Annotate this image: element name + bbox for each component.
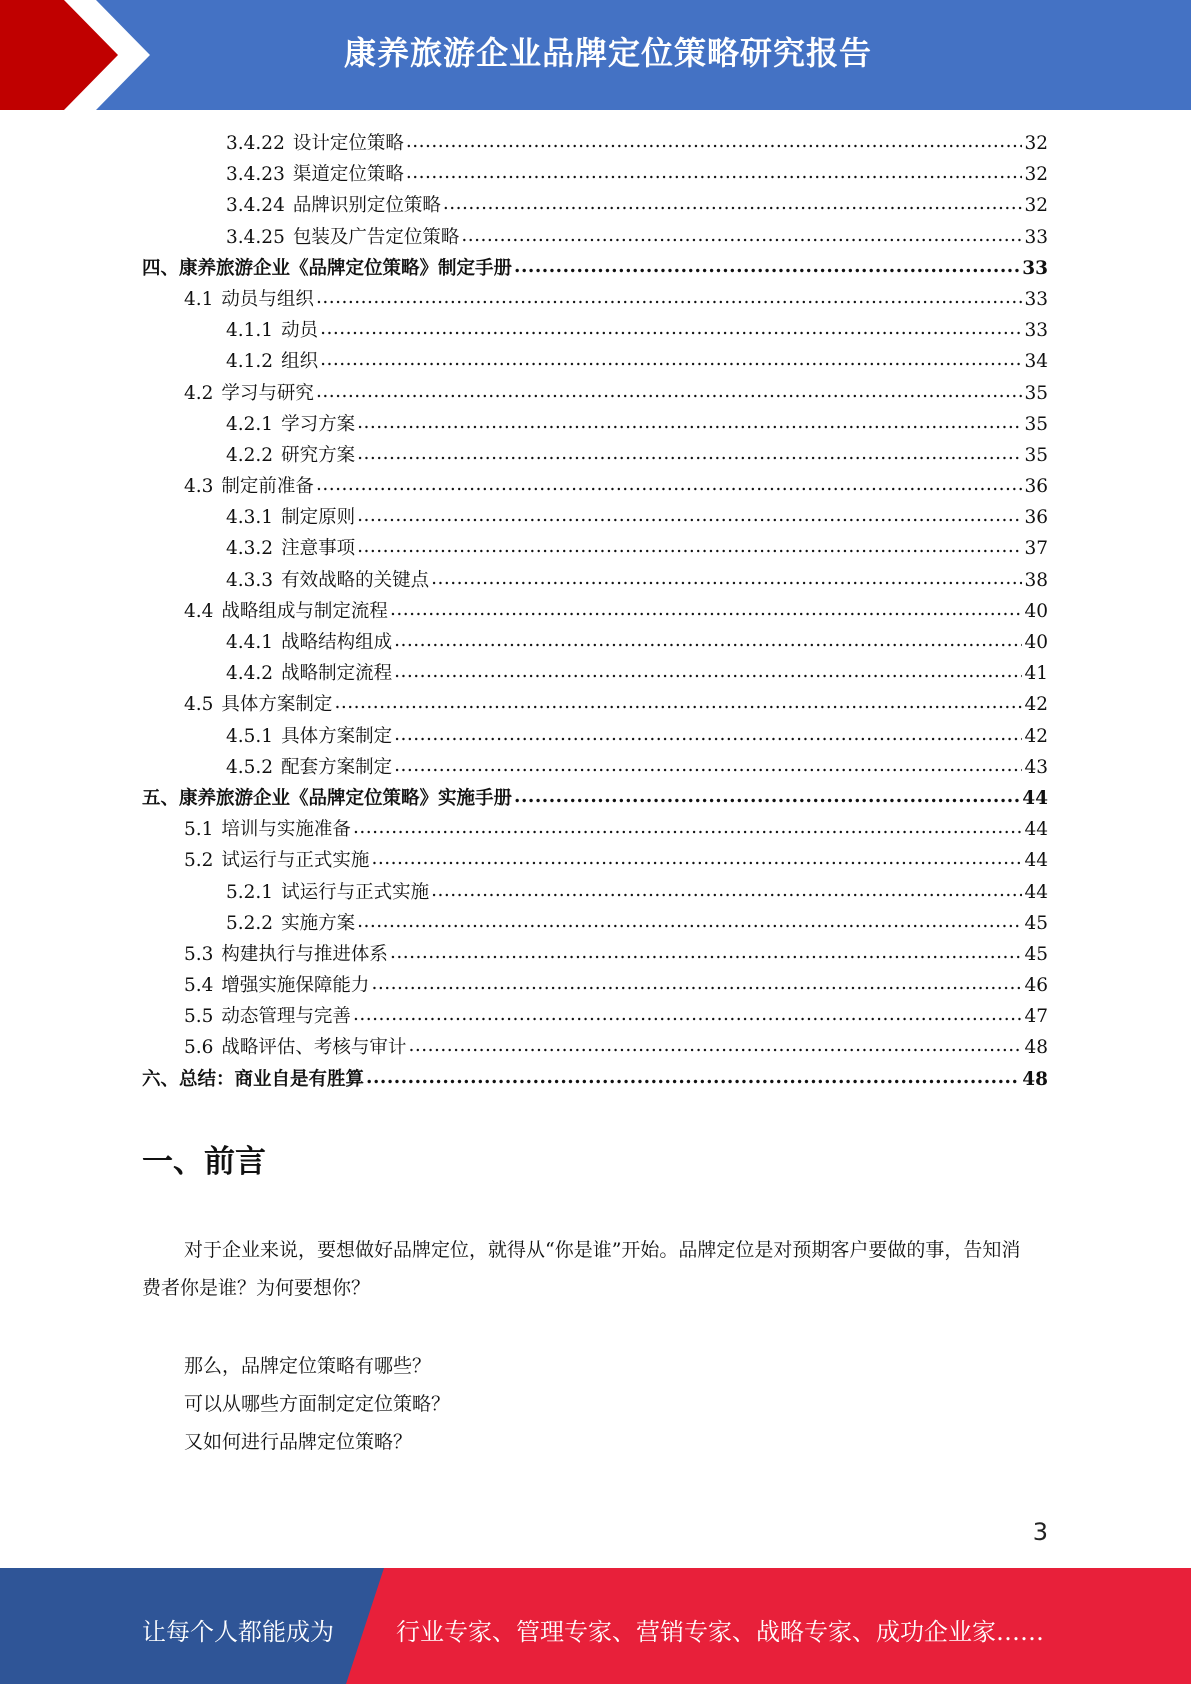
- toc-leader-dots: [461, 220, 1022, 251]
- toc-entry-title: 设计定位策略: [292, 133, 404, 154]
- toc-entry[interactable]: [142, 128, 1048, 159]
- toc-entry[interactable]: [142, 1001, 1048, 1032]
- toc-leader-dots: [357, 407, 1022, 438]
- toc-entry-page: 43: [1024, 756, 1048, 778]
- toc-leader-dots: [394, 719, 1022, 750]
- toc-leader-dots: [353, 812, 1023, 843]
- toc-entry-number: 5.5: [184, 1006, 214, 1028]
- toc-entry[interactable]: [142, 222, 1048, 253]
- toc-entry[interactable]: [142, 877, 1048, 908]
- toc-leader-dots: [390, 594, 1023, 625]
- toc-entry-title: 制定原则: [281, 507, 356, 529]
- toc-entry-title: 四、康养旅游企业《品牌定位策略》制定手册: [142, 257, 513, 279]
- toc-entry-title: 渠道定位策略: [292, 164, 404, 186]
- page-header: [0, 0, 1191, 110]
- toc-entry-page: 44: [1024, 881, 1048, 903]
- toc-entry[interactable]: [142, 284, 1048, 315]
- toc-entry[interactable]: [142, 814, 1048, 845]
- toc-entry[interactable]: [142, 752, 1048, 783]
- toc-entry-page: 40: [1024, 600, 1048, 622]
- toc-entry[interactable]: [142, 970, 1048, 1001]
- toc-leader-dots: [394, 656, 1022, 687]
- toc-entry-number: 4.4.1: [226, 632, 274, 653]
- toc-entry[interactable]: [142, 1032, 1048, 1063]
- toc-entry[interactable]: [142, 159, 1048, 190]
- question-line: 又如何进行品牌定位策略？: [184, 1431, 413, 1453]
- toc-entry-page: 42: [1024, 725, 1048, 747]
- toc-entry-page: 45: [1024, 943, 1048, 965]
- toc-entry-number: 4.1.2: [226, 351, 274, 373]
- toc-entry-page: 45: [1024, 912, 1048, 934]
- page-number: 3: [1032, 1518, 1048, 1546]
- toc-entry-title: 战略评估、考核与审计: [221, 1037, 407, 1059]
- footer-slogan-right: 行业专家、管理专家、营销专家、战略专家、成功企业家……: [396, 1618, 1044, 1646]
- toc-entry-number: 4.2: [184, 382, 214, 404]
- toc-entry-number: 4.4.2: [226, 663, 274, 685]
- toc-entry-page: 44: [1024, 850, 1048, 872]
- toc-entry-number: 5.6: [184, 1037, 214, 1059]
- toc-entry-title: 战略制定流程: [281, 663, 393, 685]
- toc-entry-title: 试运行与正式实施: [281, 881, 430, 903]
- toc-entry-number: 4.5.2: [226, 756, 274, 778]
- toc-leader-dots: [316, 376, 1023, 407]
- toc-leader-dots: [443, 188, 1023, 219]
- toc-entry-page: 33: [1024, 226, 1048, 248]
- toc-entry-page: 47: [1024, 1006, 1048, 1028]
- toc-entry-title: 制定前准备: [221, 476, 314, 498]
- toc-leader-dots: [316, 469, 1023, 500]
- toc-entry-title: 动员: [281, 320, 319, 342]
- toc-entry-page: 32: [1024, 195, 1048, 217]
- toc-entry-title: 具体方案制定: [221, 694, 333, 716]
- toc-leader-dots: [357, 906, 1022, 937]
- toc-entry-title: 实施方案: [281, 912, 356, 934]
- toc-entry-page: 40: [1024, 632, 1048, 653]
- page-footer: [0, 1568, 1191, 1684]
- table-of-contents: [142, 128, 1048, 1095]
- toc-leader-dots: [357, 438, 1022, 469]
- toc-entry-number: 4.2.1: [226, 413, 274, 435]
- toc-entry[interactable]: [142, 908, 1048, 939]
- toc-entry-title: 学习方案: [281, 413, 356, 435]
- toc-entry-page: 33: [1022, 257, 1048, 279]
- toc-entry[interactable]: [142, 190, 1048, 221]
- toc-entry-number: 4.1.1: [226, 320, 274, 342]
- toc-entry-page: 41: [1024, 663, 1048, 685]
- toc-entry-number: 4.3: [184, 476, 214, 498]
- toc-entry-number: 4.4: [184, 600, 214, 622]
- toc-leader-dots: [366, 1062, 1020, 1093]
- toc-entry-title: 战略结构组成: [281, 632, 393, 653]
- toc-entry-number: 4.3.1: [226, 507, 274, 529]
- toc-leader-dots: [514, 781, 1020, 812]
- toc-entry-page: 35: [1024, 382, 1048, 404]
- toc-leader-dots: [390, 937, 1023, 968]
- toc-entry-title: 六、总结：商业自是有胜算: [142, 1068, 365, 1090]
- toc-entry-title: 增强实施保障能力: [221, 975, 370, 997]
- toc-entry-title: 包装及广告定位策略: [292, 226, 460, 248]
- toc-entry[interactable]: [142, 409, 1048, 440]
- toc-entry-title: 动员与组织: [221, 288, 314, 310]
- toc-entry[interactable]: [142, 502, 1048, 533]
- toc-entry-page: 33: [1024, 320, 1048, 342]
- toc-entry[interactable]: [142, 1064, 1048, 1095]
- section-heading: 一、前言: [142, 1144, 266, 1180]
- toc-entry-title: 研究方案: [281, 444, 356, 466]
- toc-entry-title: 试运行与正式实施: [221, 850, 370, 872]
- toc-entry-number: 4.2.2: [226, 444, 274, 466]
- toc-entry[interactable]: [142, 346, 1048, 377]
- toc-entry[interactable]: [142, 471, 1048, 502]
- toc-entry[interactable]: [142, 689, 1048, 720]
- toc-entry-number: 3.4.22: [226, 133, 285, 154]
- toc-entry-number: 4.3.3: [226, 569, 274, 591]
- toc-entry-page: 32: [1024, 164, 1048, 186]
- preface-paragraph: 对于企业来说，要想做好品牌定位，就得从“你是谁”开始。品牌定位是对预期客户要做的事，告知消费者你是谁？为何要想你？: [142, 1239, 1021, 1299]
- toc-leader-dots: [334, 687, 1022, 718]
- toc-entry[interactable]: [142, 783, 1048, 814]
- toc-entry-number: 4.1: [184, 288, 214, 310]
- toc-entry[interactable]: [142, 533, 1048, 564]
- toc-entry-number: 4.5.1: [226, 725, 274, 747]
- header-title: 康养旅游企业品牌定位策略研究报告: [343, 34, 872, 72]
- toc-entry-number: 5.3: [184, 943, 214, 965]
- toc-entry[interactable]: [142, 596, 1048, 627]
- toc-entry-title: 战略组成与制定流程: [221, 600, 388, 622]
- toc-entry[interactable]: [142, 565, 1048, 596]
- toc-entry-page: 32: [1024, 133, 1048, 154]
- toc-entry[interactable]: [142, 721, 1048, 752]
- toc-leader-dots: [408, 1030, 1022, 1061]
- toc-entry-page: 48: [1022, 1068, 1048, 1090]
- toc-entry-page: 46: [1024, 975, 1048, 997]
- toc-entry-title: 组织: [281, 351, 319, 373]
- toc-entry[interactable]: [142, 315, 1048, 346]
- footer-slogan-left: 让每个人都能成为: [142, 1618, 334, 1646]
- toc-entry[interactable]: [142, 939, 1048, 970]
- toc-entry-title: 注意事项: [281, 538, 356, 560]
- toc-entry-page: 35: [1024, 413, 1048, 435]
- toc-leader-dots: [320, 344, 1022, 375]
- toc-leader-dots: [406, 126, 1023, 157]
- toc-entry-page: 37: [1024, 538, 1048, 560]
- toc-entry-number: 4.3.2: [226, 538, 274, 560]
- toc-leader-dots: [320, 313, 1022, 344]
- toc-entry-title: 有效战略的关键点: [281, 569, 430, 591]
- toc-entry-number: 4.5: [184, 694, 214, 716]
- toc-entry-number: 3.4.24: [226, 195, 285, 217]
- toc-entry-page: 48: [1024, 1037, 1048, 1059]
- toc-entry-page: 44: [1024, 819, 1048, 841]
- toc-entry-title: 五、康养旅游企业《品牌定位策略》实施手册: [142, 787, 513, 809]
- toc-entry-page: 34: [1024, 351, 1048, 373]
- toc-leader-dots: [394, 625, 1022, 656]
- toc-entry-title: 动态管理与完善: [221, 1006, 351, 1028]
- toc-entry-page: 42: [1024, 694, 1048, 716]
- toc-leader-dots: [316, 282, 1023, 313]
- toc-entry[interactable]: [142, 627, 1048, 658]
- toc-entry-number: 5.2.1: [226, 881, 274, 903]
- toc-leader-dots: [406, 157, 1023, 188]
- toc-leader-dots: [357, 531, 1022, 562]
- toc-leader-dots: [514, 251, 1020, 282]
- toc-entry-number: 5.2.2: [226, 912, 274, 934]
- toc-entry-title: 品牌识别定位策略: [292, 195, 441, 217]
- toc-entry-page: 36: [1024, 507, 1048, 529]
- toc-entry-page: 38: [1024, 569, 1048, 591]
- toc-entry[interactable]: [142, 378, 1048, 409]
- toc-leader-dots: [371, 843, 1022, 874]
- toc-entry-page: 35: [1024, 444, 1048, 466]
- toc-entry-title: 培训与实施准备: [221, 819, 351, 841]
- toc-entry-page: 44: [1022, 787, 1048, 809]
- toc-entry-number: 5.4: [184, 975, 214, 997]
- toc-entry[interactable]: [142, 845, 1048, 876]
- toc-leader-dots: [357, 500, 1022, 531]
- toc-entry-page: 33: [1024, 288, 1048, 310]
- toc-leader-dots: [394, 750, 1022, 781]
- toc-entry-title: 具体方案制定: [281, 725, 393, 747]
- toc-entry[interactable]: [142, 440, 1048, 471]
- toc-leader-dots: [431, 875, 1022, 906]
- toc-entry-number: 5.2: [184, 850, 214, 872]
- toc-entry[interactable]: [142, 253, 1048, 284]
- toc-entry-title: 配套方案制定: [281, 756, 393, 778]
- question-line: 可以从哪些方面制定定位策略？: [184, 1393, 451, 1415]
- toc-entry-title: 构建执行与推进体系: [221, 943, 388, 965]
- toc-leader-dots: [431, 563, 1022, 594]
- toc-entry-number: 5.1: [184, 819, 214, 841]
- toc-leader-dots: [371, 968, 1022, 999]
- question-line: 那么，品牌定位策略有哪些？: [184, 1355, 432, 1377]
- toc-entry[interactable]: [142, 658, 1048, 689]
- toc-entry-number: 3.4.25: [226, 226, 285, 248]
- toc-entry-number: 3.4.23: [226, 164, 285, 186]
- toc-entry-title: 学习与研究: [221, 382, 314, 404]
- toc-entry-page: 36: [1024, 476, 1048, 498]
- toc-leader-dots: [353, 999, 1023, 1030]
